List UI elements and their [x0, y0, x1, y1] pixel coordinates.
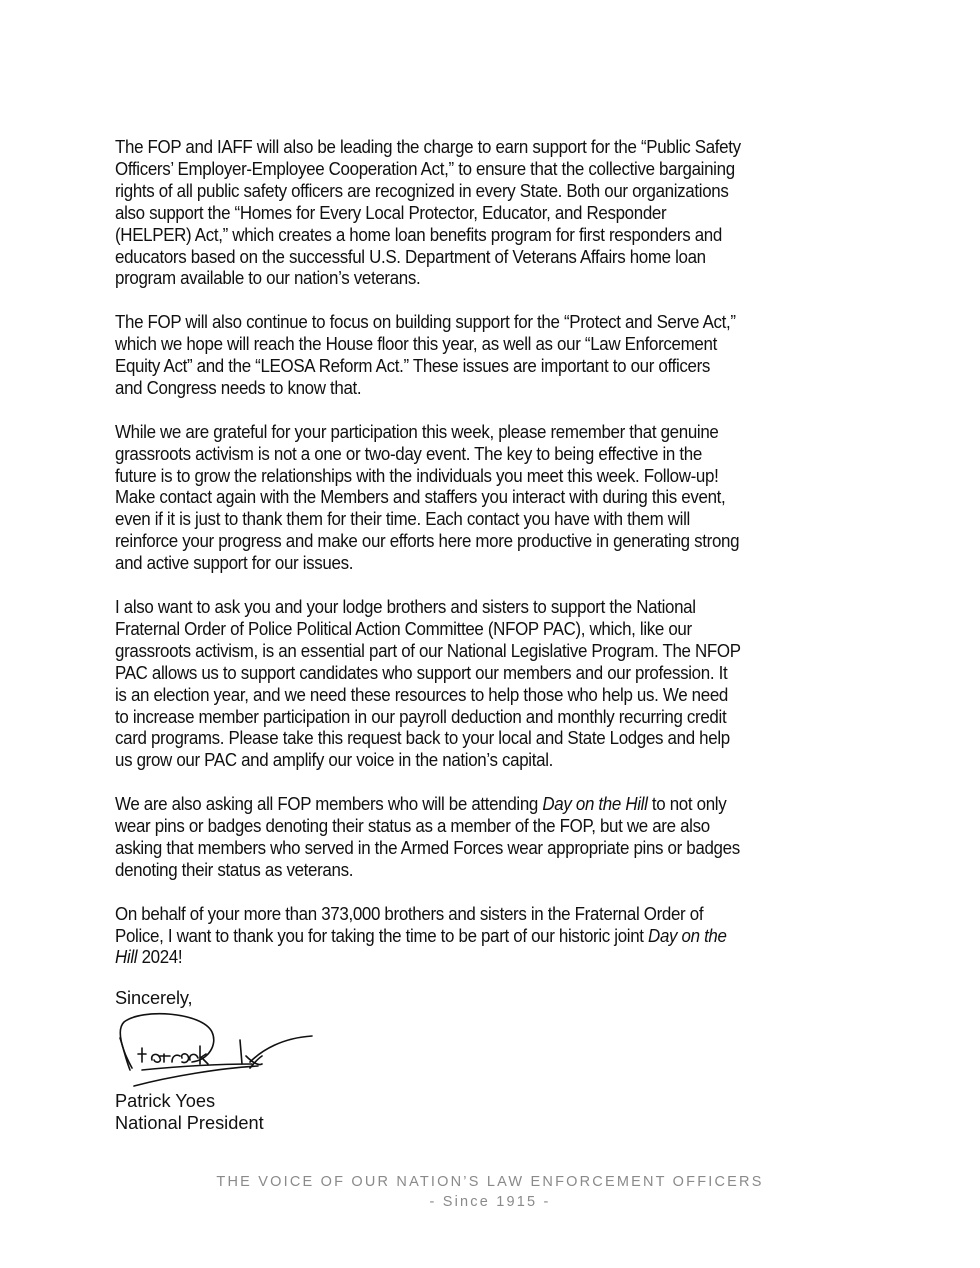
text-line: and Congress needs to know that.	[115, 377, 362, 398]
paragraph-protect-and-serve	[115, 312, 878, 400]
text-line: The FOP will also continue to focus on building support for the “Protect and Serve Act,”	[115, 312, 736, 333]
text-line: Make contact again with the Members and staffers you interact with during this event,	[115, 487, 726, 508]
text-line: to increase member participation in our payroll deduction and monthly recurring credit	[115, 706, 727, 727]
event-name-italic: Hill	[115, 947, 138, 968]
signer-block	[115, 1090, 264, 1134]
paragraph-pins-badges	[115, 794, 878, 882]
text-line	[115, 794, 878, 816]
event-name-italic: Day on the Hill	[542, 794, 648, 815]
text-line: card programs. Please take this request back to your local and State Lodges and help	[115, 728, 730, 749]
signer-title: National President	[115, 1113, 264, 1133]
text-line	[115, 926, 878, 948]
text-line	[115, 947, 878, 969]
closing-salutation: Sincerely,	[115, 988, 193, 1008]
text-line: wear pins or badges denoting their status as a member of the FOP, but we are also	[115, 816, 710, 837]
text-line: us grow our PAC and amplify our voice in the nation’s capital.	[115, 750, 554, 771]
text-line: also support the “Homes for Every Local Protector, Educator, and Responder	[115, 202, 667, 223]
text-line: educators based on the successful U.S. Department of Veterans Affairs home loan	[115, 246, 706, 267]
text-line: (HELPER) Act,” which creates a home loan benefits program for first responders and	[115, 224, 722, 245]
text-line: Officers’ Employer-Employee Cooperation Act,” to ensure that the collective bargaining	[115, 158, 735, 179]
text-line: grassroots activism, is an essential part of our National Legislative Program. The NFOP	[115, 640, 741, 661]
footer-since: - Since 1915 -	[429, 1194, 551, 1210]
event-name-italic: Day on the	[648, 925, 727, 946]
text-line: Fraternal Order of Police Political Action Committee (NFOP PAC), which, like our	[115, 618, 692, 639]
paragraph-collective-bargaining	[115, 137, 878, 290]
letterhead-footer	[0, 1172, 980, 1212]
paragraph-nfop-pac	[115, 597, 878, 772]
text-line: is an election year, and we need these resources to help those who help us. We need	[115, 684, 729, 705]
text-line: I also want to ask you and your lodge brothers and sisters to support the National	[115, 596, 696, 617]
text-line: which we hope will reach the House floor this year, as well as our “Law Enforcement	[115, 334, 717, 355]
text-run: We are also asking all FOP members who will be attending	[115, 794, 543, 815]
text-line: The FOP and IAFF will also be leading the charge to earn support for the “Public Safety	[115, 137, 741, 157]
text-line: even if it is just to thank them for their time. Each contact you have with them will	[115, 509, 690, 530]
text-line: PAC allows us to support candidates who support our members and our profession. It	[115, 662, 728, 683]
signer-name: Patrick Yoes	[115, 1091, 216, 1111]
text-line: reinforce your progress and make our efforts here more productive in generating strong	[115, 531, 740, 552]
text-line: grassroots activism is not a one or two-day event. The key to being effective in the	[115, 443, 702, 464]
signature-icon	[112, 1010, 317, 1090]
text-line: and active support for our issues.	[115, 553, 354, 574]
paragraph-grassroots-activism	[115, 422, 878, 575]
text-line: denoting their status as veterans.	[115, 859, 354, 880]
text-line: asking that members who served in the Armed Forces wear appropriate pins or badges	[115, 837, 740, 858]
text-run: to not only	[647, 794, 727, 815]
text-run: Police, I want to thank you for taking the time to be part of our historic joint	[115, 925, 649, 946]
letter-body	[115, 137, 878, 991]
text-run: 2024!	[137, 947, 183, 968]
text-line: program available to our nation’s veterans.	[115, 268, 421, 289]
text-line: rights of all public safety officers are recognized in every State. Both our organizations	[115, 180, 729, 201]
footer-tagline: THE VOICE OF OUR NATION’S LAW ENFORCEMENT OFFICERS	[216, 1174, 764, 1190]
paragraph-thank-you	[115, 904, 878, 970]
text-line: While we are grateful for your participation this week, please remember that genuine	[115, 421, 719, 442]
text-line: future is to grow the relationships with the individuals you meet this week. Follow-up!	[115, 465, 719, 486]
text-line: On behalf of your more than 373,000 brothers and sisters in the Fraternal Order of	[115, 903, 704, 924]
text-line: Equity Act” and the “LEOSA Reform Act.” These issues are important to our officers	[115, 356, 711, 377]
